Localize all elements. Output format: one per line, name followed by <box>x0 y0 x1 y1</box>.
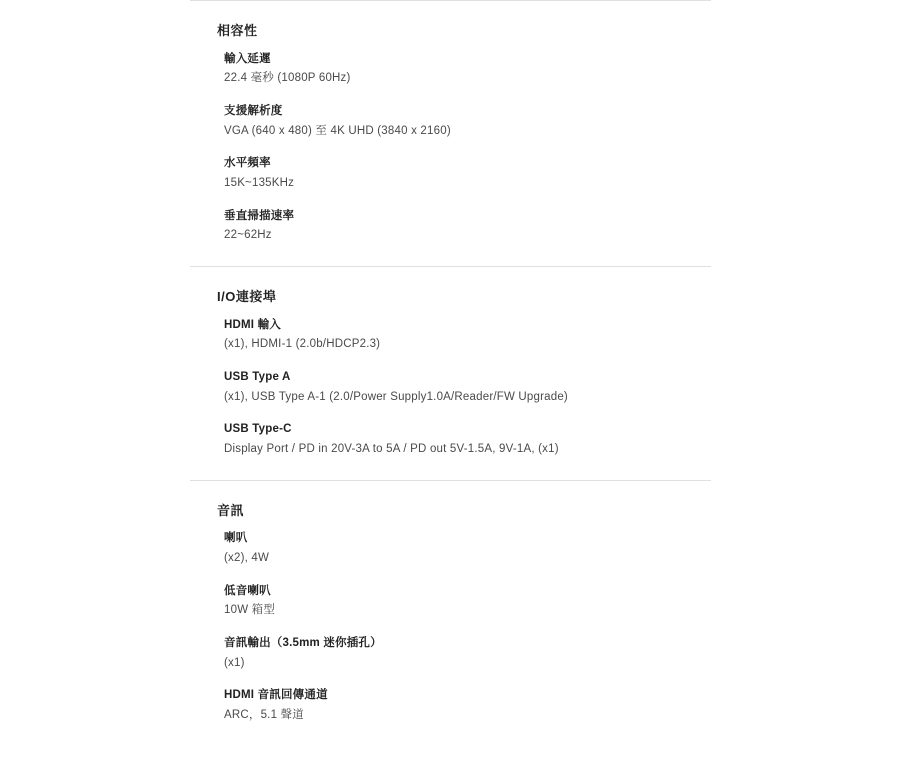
spec-item-hdmi-input <box>190 317 711 369</box>
spec-item-horizontal-frequency <box>190 155 711 207</box>
spec-label: HDMI 輸入 <box>224 318 281 331</box>
spec-value: 10W 箱型 <box>224 604 276 617</box>
spec-list-io-ports <box>190 317 711 480</box>
section-io-ports <box>190 267 711 480</box>
spec-value: (x1), HDMI-1 (2.0b/HDCP2.3) <box>224 338 381 351</box>
spec-list-audio <box>190 530 711 733</box>
section-title-io-ports: I/O連接埠 <box>217 288 277 304</box>
spec-item-usb-type-a <box>190 369 711 421</box>
spec-value: 22.4 毫秒 (1080P 60Hz) <box>224 72 351 85</box>
spec-value: (x1), USB Type A-1 (2.0/Power Supply1.0A/Reader/FW Upgrade) <box>224 390 568 403</box>
spec-item-supported-resolution <box>190 103 711 155</box>
spec-label: 支援解析度 <box>224 104 283 117</box>
spec-label: 水平頻率 <box>224 157 271 170</box>
spec-label: 垂直掃描速率 <box>224 209 295 222</box>
spec-item-audio-out <box>190 635 711 687</box>
spec-item-speaker <box>190 530 711 582</box>
spec-value: ARC，5.1 聲道 <box>224 708 304 721</box>
spec-value: (x2), 4W <box>224 551 270 564</box>
spec-value: 15K~135KHz <box>224 176 295 189</box>
spec-label: 輸入延遲 <box>224 52 271 65</box>
spec-label: USB Type A <box>224 370 291 383</box>
spec-label: 音訊輸出（3.5mm 迷你插孔） <box>224 636 382 649</box>
spec-item-hdmi-arc <box>190 687 711 723</box>
section-audio <box>190 481 711 734</box>
spec-label: 低音喇叭 <box>224 584 271 597</box>
spec-content-column <box>190 0 711 734</box>
spec-value: VGA (640 x 480) 至 4K UHD (3840 x 2160) <box>224 124 451 137</box>
spec-value: (x1) <box>224 656 245 669</box>
spec-item-input-lag <box>190 51 711 103</box>
section-title-compatibility: 相容性 <box>217 23 258 38</box>
section-title-audio: 音訊 <box>217 502 245 518</box>
spec-list-compatibility <box>190 51 711 266</box>
spec-item-subwoofer <box>190 583 711 635</box>
spec-label: USB Type-C <box>224 423 292 436</box>
spec-item-usb-type-c <box>190 421 711 457</box>
spec-value: 22~62Hz <box>224 229 272 242</box>
spec-label: 喇叭 <box>224 532 248 545</box>
spec-item-vertical-scan-rate <box>190 208 711 244</box>
section-compatibility <box>190 1 711 266</box>
spec-value: Display Port / PD in 20V-3A to 5A / PD out 5V-1.5A, 9V-1A, (x1) <box>224 442 559 455</box>
spec-label: HDMI 音訊回傳通道 <box>224 689 328 702</box>
